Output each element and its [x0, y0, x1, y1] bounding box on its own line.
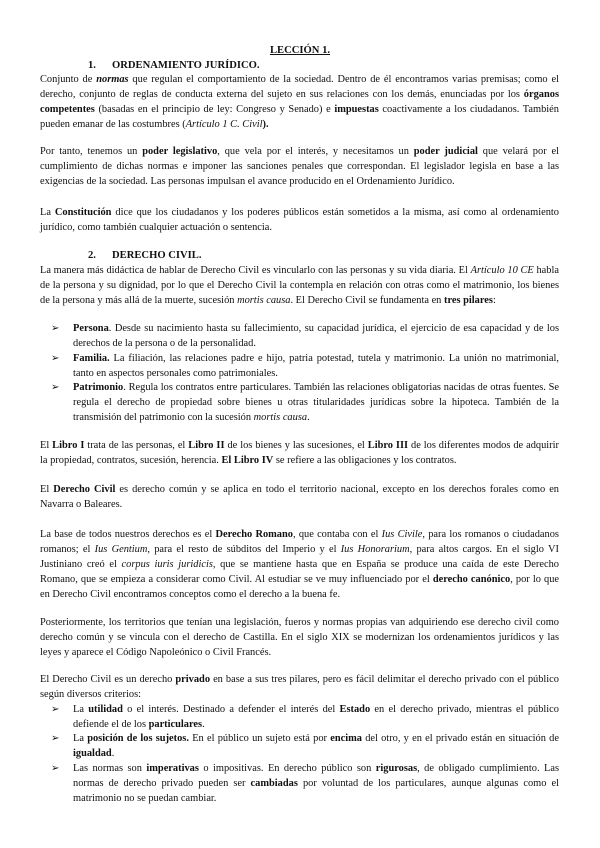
paragraph-derecho-privado: El Derecho Civil es un derecho privado en base a sus tres pilares, pero es fácil delimitar el derecho privado con el público según diversos criterios: — [40, 674, 559, 700]
list-item-posicion: ➢ La posición de los sujetos. En el público un sujeto está por encima del otro, y en el privado están en situación de igualdad. — [51, 733, 559, 759]
paragraph-libros: El Libro I trata de las personas, el Libro II de los bienes y las sucesiones, el Libro III de los diferentes modos de adquirir la propiedad, contratos, sucesión, herencia. El Libro IV se refiere a las obligaciones y los contratos. — [40, 440, 559, 466]
paragraph-derecho-civil-intro: La manera más didáctica de hablar de Derecho Civil es vincularlo con las personas y su vida diaria. El Artículo 10 CE habla de la persona y su dignidad, por lo que el Derecho Civil la contempla en relación con otras como el matrimonio, los bienes de la persona y más allá de la muerte, sucesión mortis causa. El Derecho Civil se fundamenta en tres pilares: — [40, 265, 559, 306]
arrow-bullet-icon: ➢ — [51, 763, 60, 774]
lesson-title: LECCIÓN 1. — [269, 45, 331, 56]
arrow-bullet-icon: ➢ — [51, 382, 60, 393]
paragraph-derecho-comun: El Derecho Civil es derecho común y se aplica en todo el territorio nacional, excepto en los derechos forales como en Navarra o Baleares. — [40, 484, 560, 510]
arrow-bullet-icon: ➢ — [51, 733, 60, 744]
section-number: 2. — [88, 250, 96, 261]
list-item-familia: ➢ Familia. La filiación, las relaciones padre e hijo, patria potestad, tutela y matrimonio. La unión no matrimonial, tanto en aspectos personales como patrimoniales. — [51, 353, 559, 379]
arrow-bullet-icon: ➢ — [51, 704, 60, 715]
list-item-utilidad: ➢ La utilidad o el interés. Destinado a defender el interés del Estado en el derecho privado, mientras el público defiende el de los particulares. — [51, 704, 559, 730]
section-heading-1 — [88, 58, 260, 73]
paragraph-normas: Conjunto de normas que regulan el comportamiento de la sociedad. Dentro de él encontramos varias premisas; como el derecho, conjunto de reglas de conducta externa del sujeto en sus relaciones con los demás, enunciadas por los órganos competentes (basadas en el principio de ley: Congreso y Senado) e impuestas coactivamente a los ciudadanos. También pueden emanar de las costumbres (Artículo 1 C. Civil). — [40, 74, 559, 130]
paragraph-derecho-romano: La base de todos nuestros derechos es el Derecho Romano, que contaba con el Ius Civile, para los romanos o ciudadanos romanos; el Ius Gentium, para el resto de súbditos del Imperio y el Ius Honorarium, para altos cargos. En el siglo VI Justiniano creó el corpus iuris juridicis, que se mantiene hasta que en España se produce una caída de este Derecho Romano, que se empieza a considerar como Civil. Al estudiar se ve muy influenciado por el derecho canónico, por lo que en Derecho Civil encontramos conceptos como el derecho a la buena fe. — [40, 529, 559, 600]
list-item-normas: ➢ Las normas son imperativas o impositivas. En derecho público son rigurosas, de obligado cumplimiento. Las normas de derecho privado pueden ser cambiadas por voluntad de los particulares, aunque algunas como el matrimonio no se puedan cambiar. — [51, 763, 560, 804]
section-title: ORDENAMIENTO JURÍDICO. — [112, 60, 260, 71]
arrow-bullet-icon: ➢ — [51, 353, 60, 364]
arrow-bullet-icon: ➢ — [51, 323, 60, 334]
section-heading-2 — [88, 248, 201, 263]
paragraph-posteriormente: Posteriormente, los territorios que tenían una legislación, fueros y normas propias van adquiriendo ese derecho civil como derecho común y se vincula con el derecho de Castilla. En el siglo XIX se modernizan los ordenamientos jurídicos y las leyes y aparece el Código Napoleónico o Civil Francés. — [40, 617, 559, 658]
section-title: DERECHO CIVIL. — [112, 250, 202, 261]
list-item-persona: ➢ Persona. Desde su nacimiento hasta su fallecimiento, su capacidad jurídica, el ejercicio de esa capacidad y de los derechos de la persona o de la personalidad. — [51, 323, 559, 349]
list-item-patrimonio: ➢ Patrimonio. Regula los contratos entre particulares. También las relaciones obligatorias nacidas de otras fuentes. Se regula el derecho de propiedad sobre bienes u otras titularidades jurídicas sobre la hipoteca. También de la transmisión del patrimonio con la sucesión mortis causa. — [51, 382, 559, 423]
section-number: 1. — [88, 60, 96, 71]
paragraph-constitucion: La Constitución dice que los ciudadanos y los poderes públicos están sometidos a la misma, así como al ordenamiento jurídico, como también cualquier actuación o sentencia. — [40, 207, 560, 233]
paragraph-poderes: Por tanto, tenemos un poder legislativo, que vela por el interés, y necesitamos un poder judicial que velará por el cumplimiento de dichas normas e imponer las sanciones penales que correspondan. El legislador legisla en base a las exigencias de la sociedad. Las personas impulsan el avance producido en el Ordenamiento Jurídico. — [40, 146, 560, 187]
